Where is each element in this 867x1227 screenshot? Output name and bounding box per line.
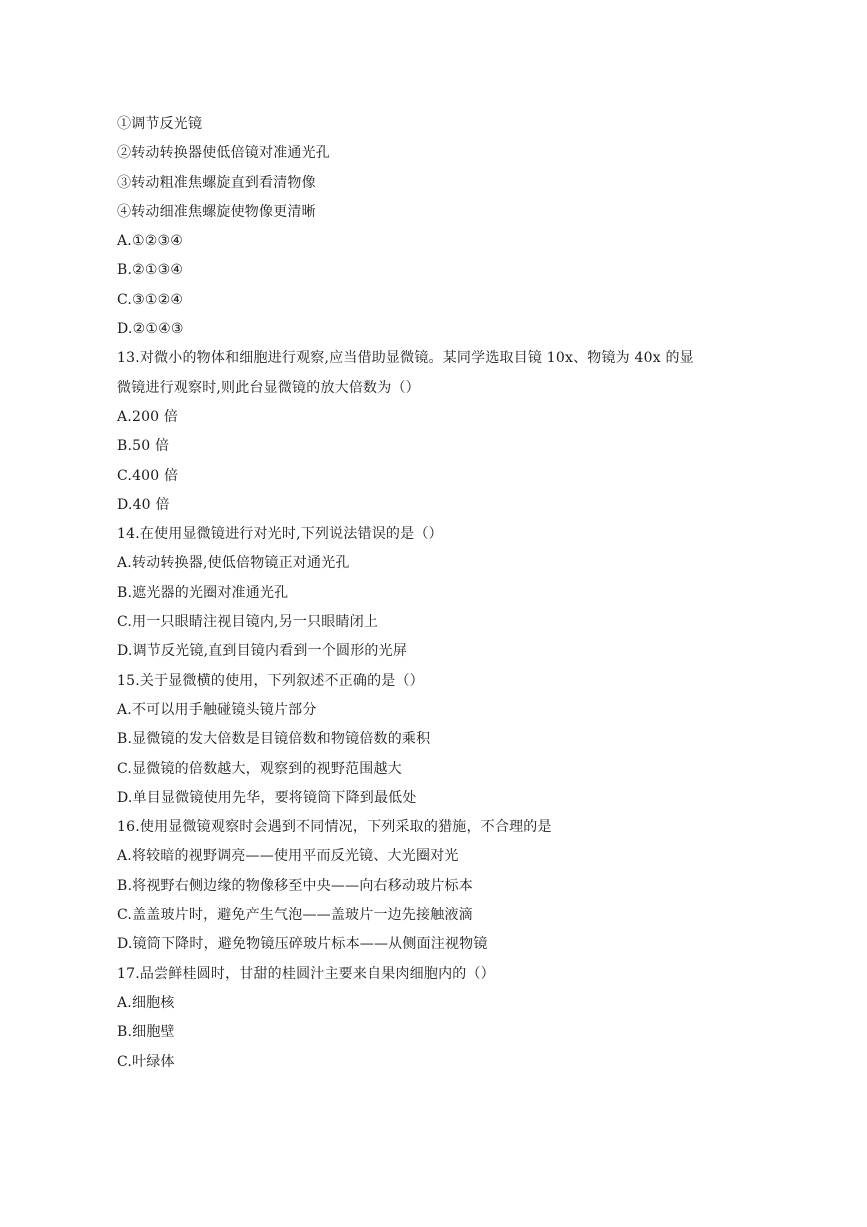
option-step-1: ①调节反光镜	[117, 116, 203, 132]
q17-stem: 17.品尝鲜桂圆时，甘甜的桂圆汁主要来自果肉细胞内的（）	[117, 965, 495, 982]
option-step-4: ④转动细准焦螺旋使物像更清晰	[117, 203, 316, 220]
document-page	[117, 110, 757, 1077]
q17-choice-b: B.细胞壁	[117, 1024, 175, 1041]
q12-choice-a: A.①②③④	[117, 233, 183, 250]
q14-choice-c: C.用一只眼睛注视目镜内,另一只眼睛闭上	[117, 614, 379, 631]
q16-choice-d: D.镜筒下降时，避免物镜压碎玻片标本——从侧面注视物镜	[117, 936, 488, 953]
q15-choice-b: B.显微镜的发大倍数是目镜倍数和物镜倍数的乘积	[117, 731, 431, 748]
q17-choice-c: C.叶绿体	[117, 1053, 175, 1070]
q12-choice-c: C.③①②④	[117, 291, 184, 308]
q17-choice-a: A.细胞核	[117, 994, 175, 1011]
option-step-2: ②转动转换器使低倍镜对准通光孔	[117, 145, 330, 162]
q12-choice-d: D.②①④③	[117, 321, 184, 338]
q14-choice-d: D.调节反光镜,直到目镜内看到一个圆形的光屏	[117, 643, 408, 660]
q15-choice-d: D.单目显微镜使用先华，要将镜筒下降到最低处	[117, 789, 417, 806]
q13-stem-line-2: 微镜进行观察时,则此台显微镜的放大倍数为（）	[117, 379, 420, 396]
q16-choice-b: B.将视野右侧边缘的物像移至中央——向右移动玻片标本	[117, 877, 473, 894]
q12-choice-b: B.②①③④	[117, 262, 184, 279]
q15-choice-c: C.显微镜的倍数越大，观察到的视野范围越大	[117, 760, 402, 777]
q14-stem: 14.在使用显微镜进行对光时,下列说法错误的是（）	[117, 526, 443, 543]
q16-choice-a: A.将较暗的视野调亮——使用平而反光镜、大光圈对光	[117, 848, 459, 865]
q13-choice-d: D.40 倍	[117, 496, 170, 513]
q14-choice-b: B.遮光器的光圈对准通光孔	[117, 584, 289, 601]
q13-stem-line-1: 13.对微小的物体和细胞进行观察,应当借助显微镜。某同学选取目镜 10x、物镜为 40x 的显	[117, 350, 694, 367]
q16-choice-c: C.盖盖玻片时，避免产生气泡——盖玻片一边先接触液滴	[117, 907, 473, 924]
q16-stem: 16.使用显微镜观察时会遇到不同情况，下列采取的猎施，不合理的是	[117, 819, 552, 836]
q14-choice-a: A.转动转换器,使低倍物镜正对通光孔	[117, 555, 350, 572]
q13-choice-b: B.50 倍	[117, 438, 170, 455]
option-step-3: ③转动粗准焦螺旋直到看清物像	[117, 174, 316, 191]
q15-choice-a: A.不可以用手触碰镜头镜片部分	[117, 701, 317, 718]
q13-choice-a: A.200 倍	[117, 408, 179, 425]
q13-choice-c: C.400 倍	[117, 467, 179, 484]
q15-stem: 15.关于显微横的使用，下列叙述不正确的是（）	[117, 672, 424, 689]
